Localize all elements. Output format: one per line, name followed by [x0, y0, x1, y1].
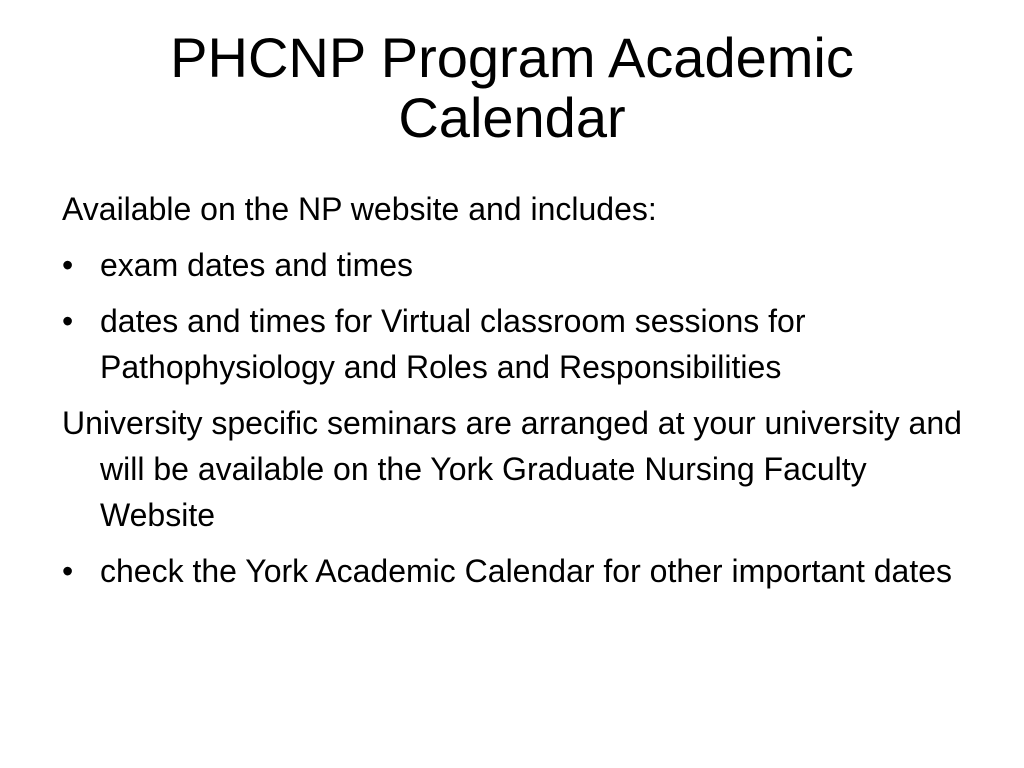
bullet-exam-dates — [62, 242, 962, 288]
slide-body — [62, 186, 962, 604]
bullet-virtual-classroom — [62, 298, 962, 390]
bullet-dot-icon: • — [62, 303, 74, 339]
bullet-dot-icon: • — [62, 247, 74, 283]
body-paragraph-available: Available on the NP website and includes: — [62, 191, 657, 227]
bullet-dot-icon: • — [62, 553, 74, 589]
body-paragraph-university-seminars: University specific seminars are arranged at your university and will be available on the York Graduate Nursing Faculty Website — [62, 405, 962, 533]
bullet-text: dates and times for Virtual classroom sessions for Pathophysiology and Roles and Responsibilities — [100, 303, 806, 385]
slide-title: PHCNP Program Academic Calendar — [170, 26, 854, 149]
bullet-york-calendar — [62, 548, 962, 594]
bullet-text: check the York Academic Calendar for other important dates — [100, 553, 953, 589]
bullet-text: exam dates and times — [100, 247, 414, 283]
